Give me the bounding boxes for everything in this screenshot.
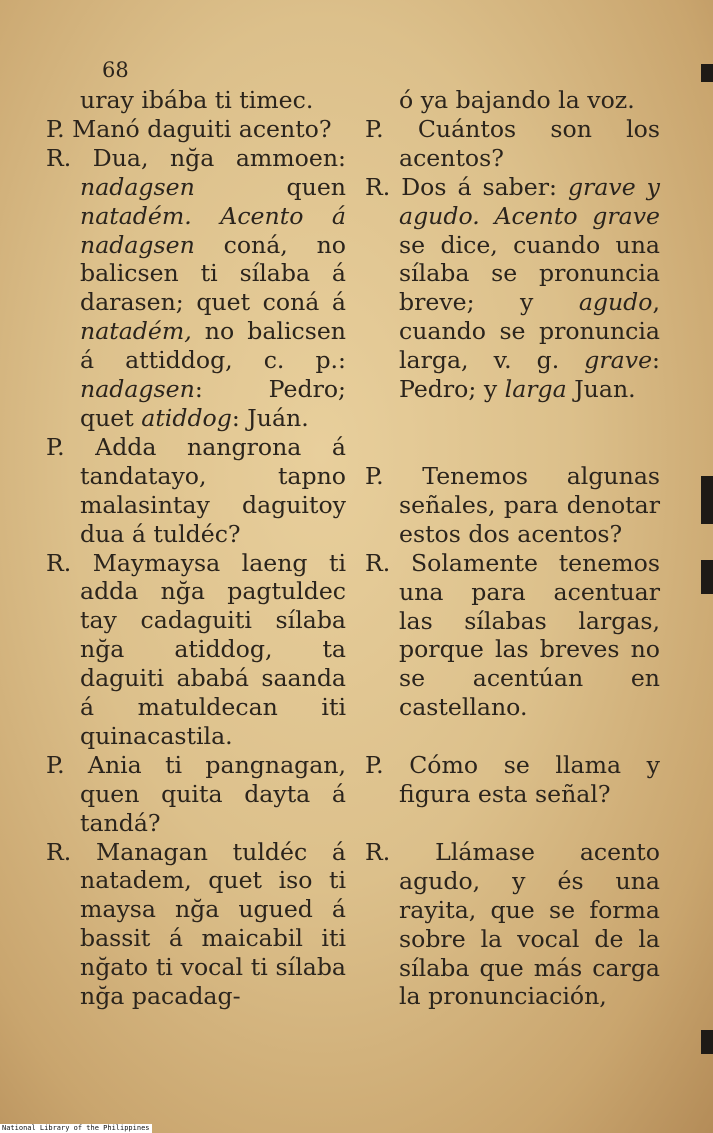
question-name: P. Ania ti pangnagan, quen quita dayta á tandá?: [46, 750, 346, 837]
answer-name: R. Managan tuldéc á natadem, quet iso ti maysa nğa ugued á bassit á maicabil iti nğato ti vocal ti sílaba nğa pacadag-: [46, 837, 346, 1011]
term: natadém.: [80, 201, 192, 230]
ilocano-column: [46, 86, 346, 1011]
paragraph-continuation: uray ibába ti timec.: [80, 86, 314, 114]
term: larga: [504, 375, 567, 404]
term: Acento á nadagsen: [80, 201, 346, 259]
term: nadagsen: [80, 375, 195, 404]
text: no balicsen á attiddog, c. p.:: [80, 317, 346, 375]
page-edge-mark: [701, 1030, 713, 1054]
question-signs: P. Tenemos algunas señales, para denotar estos dos acentos?: [365, 461, 660, 548]
text: R. Dos á saber:: [365, 172, 568, 201]
page-number: 68: [102, 58, 129, 82]
answer-signs: R. Maymaysa laeng ti adda nğa pagtuldec tay cadaguiti sílaba nğa atiddog, ta daguiti ababá saanda á matuldecan iti quinacastila.: [46, 548, 346, 750]
page-edge-mark: [701, 560, 713, 594]
answer-accents: [365, 173, 660, 404]
text: : Juán.: [231, 403, 309, 432]
page-edge-mark: [701, 64, 713, 82]
library-footer: National Library of the Philippines: [2, 1124, 150, 1132]
term: grave: [584, 346, 653, 375]
text: [192, 202, 221, 230]
text: : Pedro; y: [399, 346, 660, 404]
text: Juan.: [566, 375, 636, 404]
spanish-column: [365, 86, 660, 1011]
answer-name: R. Llámase acento agudo, y és una rayita, que se forma sobre la vocal de la sílaba que más carga la pronunciación,: [365, 837, 660, 1011]
text: , cuando se pronuncia larga, v. g.: [399, 288, 660, 375]
answer-accents: [46, 144, 346, 433]
answer-signs: R. Solamente tenemos una para acentuar las sílabas largas, porque las breves no se acentúan en castellano.: [365, 548, 660, 722]
term: atiddog: [141, 403, 232, 432]
question-accents: P. Cuántos son los acentos?: [365, 114, 660, 172]
paragraph-continuation: ó ya bajando la voz.: [399, 86, 635, 114]
term: natadém,: [80, 317, 192, 346]
page-edge-mark: [701, 476, 713, 524]
term: agudo: [578, 288, 653, 317]
question-name: P. Cómo se llama y figura esta señal?: [365, 751, 660, 809]
term: grave y agudo. Acento grave: [399, 172, 660, 230]
question-signs: P. Adda nangrona á tandatayo, tapno malasintay daguitoy dua á tuldéc?: [46, 432, 346, 548]
text: se dice, cuando una sílaba se pronuncia breve; y: [399, 230, 660, 317]
text: R. Dua, nğa ammoen:: [46, 143, 346, 172]
text: quen: [194, 172, 346, 201]
text: : Pedro; quet: [80, 375, 346, 432]
text: coná, no balicsen ti sílaba á darasen; quet coná á: [80, 230, 346, 317]
question-accents: P. Manó daguiti acento?: [46, 114, 332, 143]
term: nadagsen: [80, 172, 195, 201]
